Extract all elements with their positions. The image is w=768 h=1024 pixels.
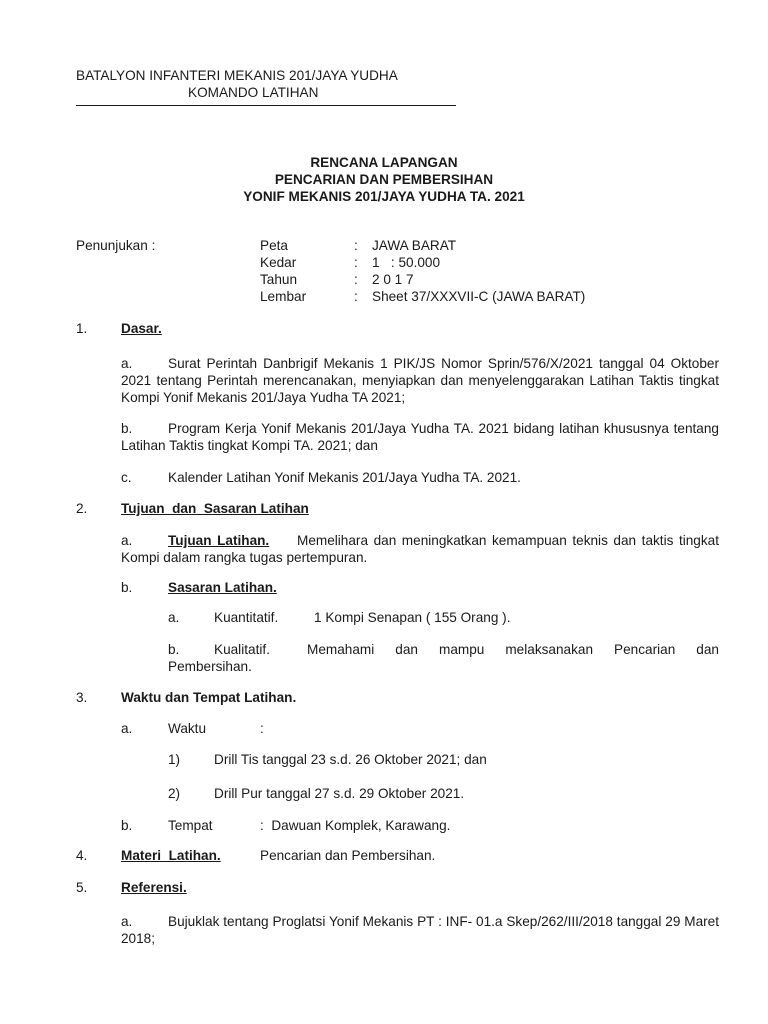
list-number: 1): [168, 752, 181, 767]
row-key: Tahun: [260, 272, 298, 287]
section-number: 1.: [76, 321, 88, 336]
item-text: Memelihara dan meningkatkan kemampuan teknis dan taktis tingkat Kompi dalam rangka tugas pertempuran.: [121, 533, 719, 565]
row-key: Peta: [260, 238, 288, 253]
paragraph: [121, 913, 719, 947]
item-label: a.: [121, 721, 133, 736]
item-key: Tempat: [168, 818, 213, 833]
row-value: JAWA BARAT: [372, 238, 457, 253]
row-value: 2 0 1 7: [372, 272, 414, 287]
item-label: a.: [121, 914, 133, 929]
row-sep: :: [354, 272, 358, 287]
paragraph: [121, 420, 719, 454]
list-text: Drill Tis tanggal 23 s.d. 26 Oktober 2021; dan: [214, 752, 487, 767]
row-value: Sheet 37/XXXVII-C (JAWA BARAT): [372, 289, 586, 304]
item-key: Kualitatif.: [214, 642, 270, 657]
item-text: Program Kerja Yonif Mekanis 201/Jaya Yudha TA. 2021 bidang latihan khususnya tentang Latihan Taktis tingkat Kompi TA. 2021; dan: [121, 421, 719, 453]
item-text: Surat Perintah Danbrigif Mekanis 1 PIK/JS Nomor Sprin/576/X/2021 tanggal 04 Oktober 2021 tentang Perintah merencanakan, menyiapkan dan menyelenggarakan Latihan Taktis tingkat Kompi Yonif Mekanis 201/Jaya Yudha TA 2021;: [121, 356, 719, 405]
section-heading: Tujuan dan Sasaran Latihan: [121, 501, 309, 516]
paragraph: [121, 532, 719, 566]
subheading: Sasaran Latihan.: [168, 580, 277, 595]
section-heading: Waktu dan Tempat Latihan.: [121, 690, 297, 705]
item-text: Memahami dan mampu melaksanakan Pencarian dan Pembersihan.: [168, 642, 719, 674]
section-number: 3.: [76, 690, 88, 705]
row-key: Kedar: [260, 255, 297, 270]
section-number: 5.: [76, 880, 88, 895]
row-sep: :: [354, 289, 358, 304]
section-number: 4.: [76, 848, 88, 863]
list-number: 2): [168, 786, 181, 801]
paragraph: [168, 641, 719, 675]
unit-name: BATALYON INFANTERI MEKANIS 201/JAYA YUDHA: [76, 68, 398, 83]
item-label: a.: [121, 356, 133, 371]
list-text: Drill Pur tanggal 27 s.d. 29 Oktober 2021.: [214, 786, 465, 801]
item-text: 1 Kompi Senapan ( 155 Orang ).: [314, 610, 511, 625]
row-sep: :: [354, 238, 358, 253]
item-label: b.: [121, 421, 133, 436]
title-line-1: RENCANA LAPANGAN: [310, 155, 458, 170]
row-key: Lembar: [260, 289, 307, 304]
command-name: KOMANDO LATIHAN: [188, 85, 319, 100]
section-text: Pencarian dan Pembersihan.: [260, 848, 436, 863]
item-label: b.: [121, 580, 133, 595]
item-label: a.: [168, 610, 180, 625]
item-key: Waktu: [168, 721, 207, 736]
section-heading: Referensi.: [121, 880, 187, 895]
item-sep: :: [260, 721, 264, 736]
item-label: c.: [121, 470, 132, 485]
row-sep: :: [354, 255, 358, 270]
item-label: b.: [121, 818, 133, 833]
paragraph: [121, 355, 719, 406]
title-line-3: YONIF MEKANIS 201/JAYA YUDHA TA. 2021: [243, 189, 525, 204]
item-text: Kalender Latihan Yonif Mekanis 201/Jaya Yudha TA. 2021.: [168, 470, 521, 485]
section-heading: Dasar.: [121, 321, 162, 336]
item-text: Bujuklak tentang Proglatsi Yonif Mekanis PT : INF- 01.a Skep/262/III/2018 tanggal 29 Maret 2018;: [121, 914, 719, 946]
row-value: 1 : 50.000: [372, 255, 441, 270]
header-divider: [76, 105, 456, 106]
section-number: 2.: [76, 501, 88, 516]
item-text: : Dawuan Komplek, Karawang.: [260, 818, 451, 833]
subheading: Tujuan Latihan.: [168, 533, 270, 548]
title-line-2: PENCARIAN DAN PEMBERSIHAN: [274, 172, 494, 187]
item-label: a.: [121, 533, 133, 548]
item-key: Kuantitatif.: [214, 610, 279, 625]
item-label: b.: [168, 642, 180, 657]
section-heading: Materi Latihan.: [121, 848, 221, 863]
penunjukan-label: Penunjukan :: [76, 238, 156, 253]
